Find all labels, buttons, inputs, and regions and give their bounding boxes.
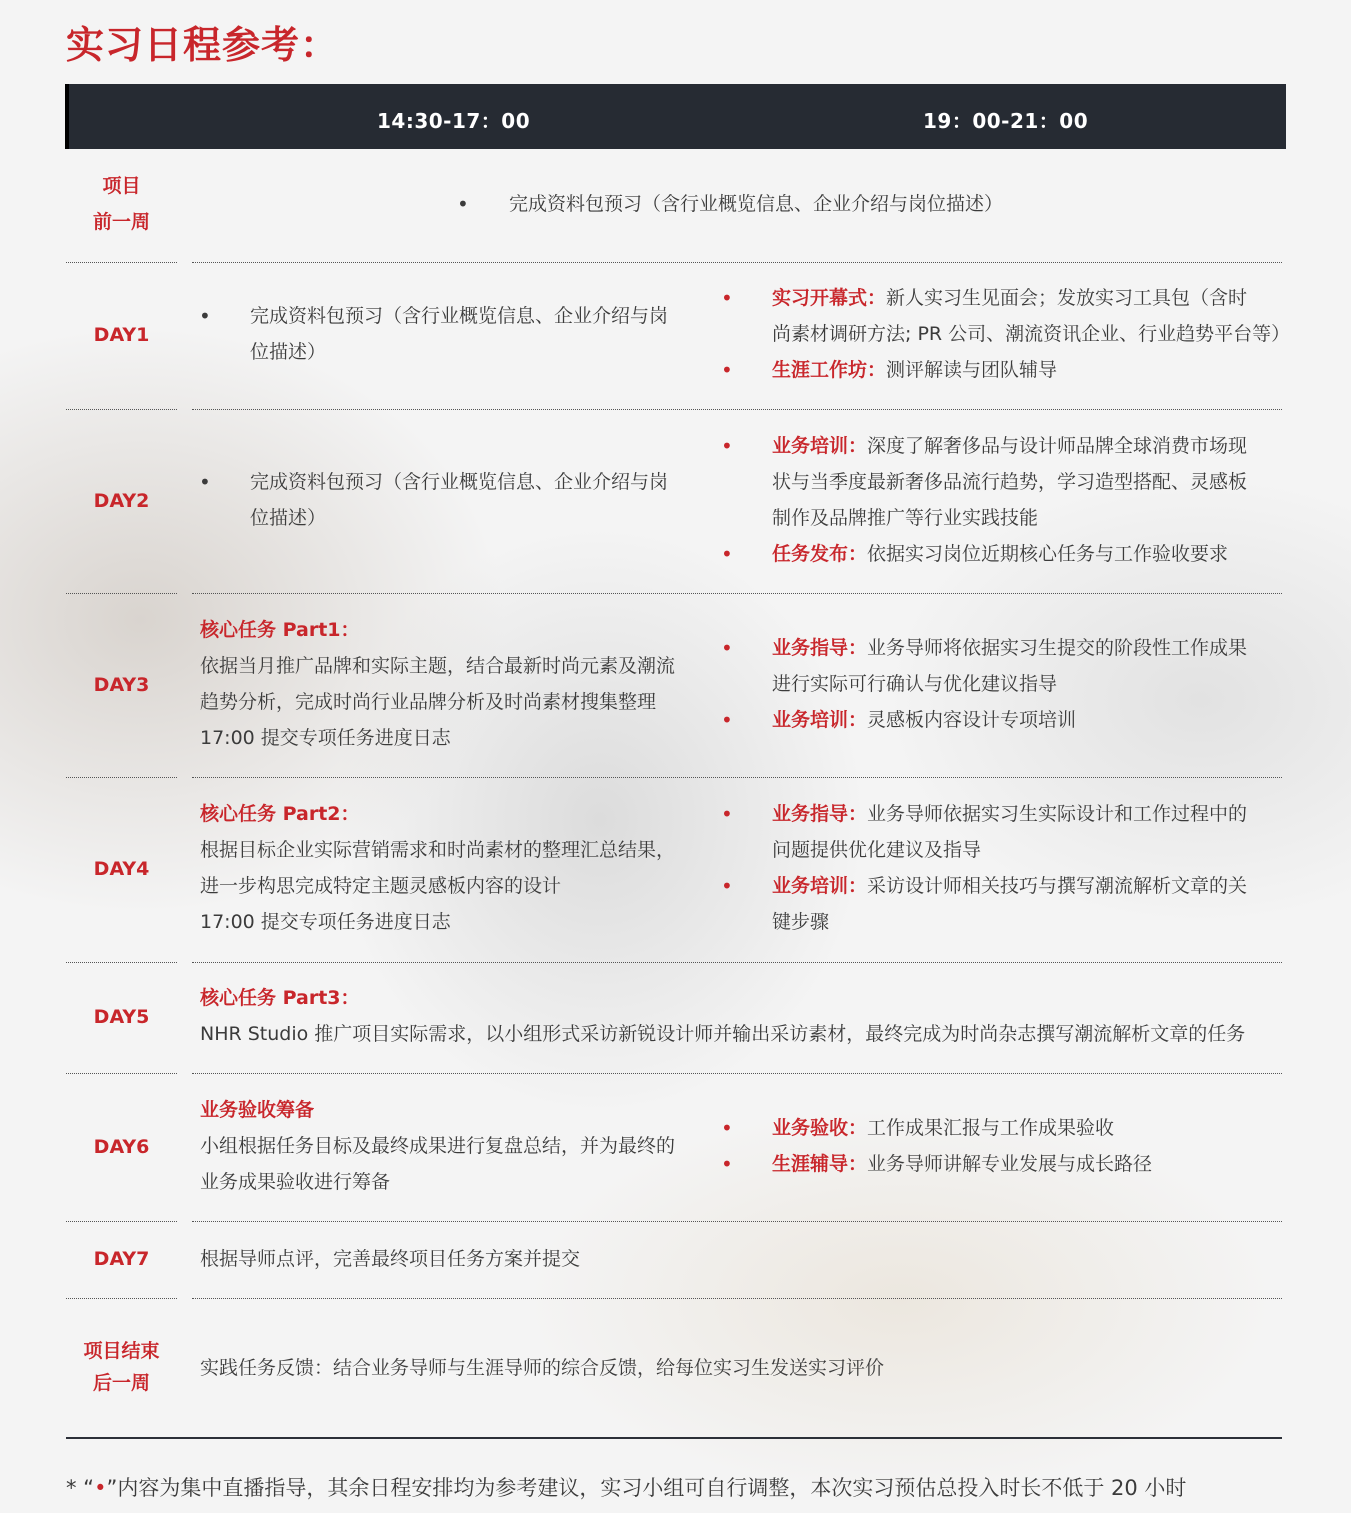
row-divider [192, 1298, 1282, 1299]
row-divider [192, 777, 1282, 778]
row-divider [66, 593, 177, 594]
right-item: 业务指导：业务导师依据实习生实际设计和工作过程中的 [772, 803, 1248, 825]
footnote: * “•”内容为集中直播指导，其余日程安排均为参考建议，实习小组可自行调整，本次实习预估总投入时长不低于 20 小时 [66, 1476, 1187, 1500]
row-text: 实践任务反馈：结合业务导师与生涯导师的综合反馈，给每位实习生发送实习评价 [200, 1357, 885, 1379]
live-bullet-icon: • [721, 542, 733, 566]
right-item: 任务发布：依据实习岗位近期核心任务与工作验收要求 [772, 543, 1229, 565]
row-label: 前一周 [92, 211, 150, 233]
row-label: 项目 [102, 175, 141, 197]
live-bullet-icon: • [721, 802, 733, 826]
page-title: 实习日程参考： [66, 23, 340, 67]
schedule-header [65, 84, 1286, 149]
row-label: DAY4 [93, 858, 150, 880]
right-item: 业务验收：工作成果汇报与工作成果验收 [772, 1117, 1115, 1139]
right-item: 实习开幕式：新人实习生见面会；发放实习工具包（含时 [772, 287, 1248, 309]
row-divider [192, 409, 1282, 410]
left-text: 完成资料包预习（含行业概览信息、企业介绍与岗 [250, 471, 669, 493]
task-heading: 核心任务 Part3： [200, 987, 360, 1009]
live-bullet-icon: • [721, 286, 733, 310]
live-bullet-icon: • [721, 636, 733, 660]
row-label: 项目结束 [83, 1340, 160, 1362]
right-text: 问题提供优化建议及指导 [772, 839, 982, 861]
header-evening: 19：00-21：00 [923, 109, 1089, 133]
row-divider [192, 962, 1282, 963]
right-item: 业务培训：深度了解奢侈品与设计师品牌全球消费市场现 [772, 435, 1248, 457]
row-label: DAY2 [93, 490, 150, 512]
left-text: 小组根据任务目标及最终成果进行复盘总结，并为最终的 [200, 1135, 676, 1157]
row-label: DAY6 [93, 1136, 150, 1158]
row-label: DAY3 [93, 674, 150, 696]
left-text: 趋势分析，完成时尚行业品牌分析及时尚素材搜集整理 [200, 691, 657, 713]
row-divider [192, 1073, 1282, 1074]
row-divider [66, 262, 177, 263]
bullet-icon: • [199, 304, 211, 328]
bullet-icon: • [199, 470, 211, 494]
row-label: DAY5 [93, 1006, 150, 1028]
row-label: DAY1 [93, 324, 150, 346]
live-bullet-icon: • [94, 1476, 107, 1500]
left-text: 依据当月推广品牌和实际主题，结合最新时尚元素及潮流 [200, 655, 676, 677]
right-item: 生涯辅导：业务导师讲解专业发展与成长路径 [772, 1153, 1153, 1175]
right-text: 尚素材调研方法; PR 公司、潮流资讯企业、行业趋势平台等） [772, 323, 1291, 345]
row-divider [66, 1221, 177, 1222]
left-text: 根据导师点评，完善最终项目任务方案并提交 [200, 1248, 581, 1270]
row-divider [66, 962, 177, 963]
task-heading: 核心任务 Part1： [200, 619, 360, 641]
live-bullet-icon: • [721, 1116, 733, 1140]
row-label: 后一周 [92, 1372, 150, 1394]
right-text: 键步骤 [772, 911, 830, 933]
task-heading: 核心任务 Part2： [200, 803, 360, 825]
right-text: 制作及品牌推广等行业实践技能 [772, 507, 1039, 529]
right-item: 业务培训：灵感板内容设计专项培训 [772, 709, 1077, 731]
right-item: 业务指导：业务导师将依据实习生提交的阶段性工作成果 [772, 637, 1248, 659]
row-divider [192, 262, 1282, 263]
right-text: 状与当季度最新奢侈品流行趋势，学习造型搭配、灵感板 [772, 471, 1248, 493]
row-divider [66, 1073, 177, 1074]
left-text: 位描述） [250, 341, 327, 363]
right-item: 业务培训：采访设计师相关技巧与撰写潮流解析文章的关 [772, 875, 1248, 897]
left-text: 位描述） [250, 507, 327, 529]
left-text: 根据目标企业实际营销需求和时尚素材的整理汇总结果， [200, 839, 676, 861]
left-text: 17:00 提交专项任务进度日志 [200, 911, 451, 933]
live-bullet-icon: • [721, 708, 733, 732]
left-text: 进一步构思完成特定主题灵感板内容的设计 [200, 875, 562, 897]
row-divider [66, 777, 177, 778]
right-item: 生涯工作坊：测评解读与团队辅导 [772, 359, 1058, 381]
table-bottom-rule [66, 1437, 1282, 1439]
left-text: NHR Studio 推广项目实际需求，以小组形式采访新锐设计师并输出采访素材，最终完成为时尚杂志撰写潮流解析文章的任务 [200, 1023, 1246, 1045]
row-divider [192, 1221, 1282, 1222]
left-text: 17:00 提交专项任务进度日志 [200, 727, 451, 749]
live-bullet-icon: • [721, 1152, 733, 1176]
left-text: 完成资料包预习（含行业概览信息、企业介绍与岗 [250, 305, 669, 327]
row-divider [192, 593, 1282, 594]
live-bullet-icon: • [721, 434, 733, 458]
left-text: 业务成果验收进行筹备 [200, 1171, 391, 1193]
live-bullet-icon: • [721, 358, 733, 382]
right-text: 进行实际可行确认与优化建议指导 [772, 673, 1058, 695]
task-heading: 业务验收筹备 [200, 1099, 315, 1121]
row-text: 完成资料包预习（含行业概览信息、企业介绍与岗位描述） [509, 193, 1004, 215]
row-divider [66, 409, 177, 410]
row-label: DAY7 [93, 1248, 150, 1270]
header-afternoon: 14:30-17：00 [377, 109, 531, 133]
bullet-icon: • [457, 192, 469, 216]
live-bullet-icon: • [721, 874, 733, 898]
row-divider [66, 1298, 177, 1299]
